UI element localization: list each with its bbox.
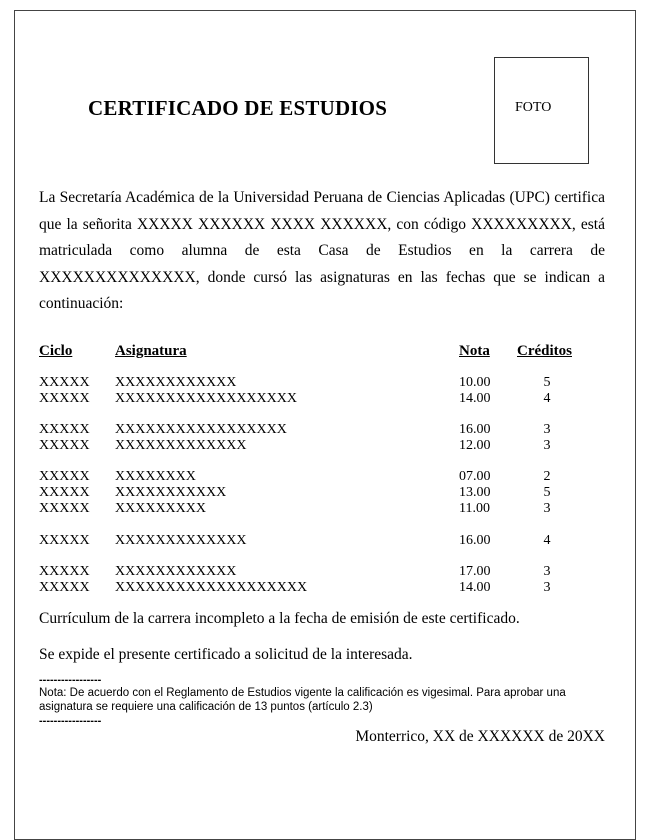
cell-creditos: 5 — [543, 485, 551, 500]
table-row — [0, 422, 651, 438]
cell-asignatura: XXXXXXXXXXXX — [115, 564, 237, 579]
place-date: Monterrico, XX de XXXXXX de 20XX — [355, 728, 605, 745]
table-row — [0, 438, 651, 454]
page-title: CERTIFICADO DE ESTUDIOS — [88, 96, 388, 120]
cell-nota: 13.00 — [459, 485, 491, 500]
header-asignatura: Asignatura — [115, 343, 187, 359]
separator-top: ----------------- — [39, 674, 102, 686]
table-row — [0, 533, 651, 549]
cell-asignatura: XXXXXXXX — [115, 469, 196, 484]
cell-nota: 12.00 — [459, 438, 491, 453]
table-row — [0, 501, 651, 517]
cell-nota: 16.00 — [459, 422, 491, 437]
table-row — [0, 564, 651, 580]
cell-nota: 10.00 — [459, 375, 491, 390]
cell-nota: 17.00 — [459, 564, 491, 579]
cell-creditos: 4 — [543, 533, 551, 548]
cell-ciclo: XXXXX — [39, 469, 90, 484]
cell-creditos: 3 — [543, 438, 551, 453]
cell-asignatura: XXXXXXXXXXXXX — [115, 438, 247, 453]
cell-ciclo: XXXXX — [39, 391, 90, 406]
cell-asignatura: XXXXXXXXXXXXXXXXXX — [115, 391, 297, 406]
table-row — [0, 391, 651, 407]
cell-nota: 11.00 — [459, 501, 490, 516]
cell-asignatura: XXXXXXXXXXXX — [115, 375, 237, 390]
curriculum-note: Currículum de la carrera incompleto a la fecha de emisión de este certificado. — [39, 610, 520, 627]
cell-creditos: 3 — [543, 564, 551, 579]
separator-bottom: ----------------- — [39, 715, 102, 727]
table-row — [0, 485, 651, 501]
photo-label: FOTO — [515, 100, 552, 115]
cell-ciclo: XXXXX — [39, 485, 90, 500]
intro-paragraph: La Secretaría Académica de la Universidad Peruana de Ciencias Aplicadas (UPC) certifica que la señorita XXXXX XXXXXX XXXX XXXXXX, con código XXXXXXXXX, está matriculada como alumna de esta Casa de Estudios en la carrera de XXXXXXXXXXXXXX, donde cursó las asignaturas en las fechas que se indican a continuación: — [39, 189, 605, 312]
cell-ciclo: XXXXX — [39, 564, 90, 579]
cell-ciclo: XXXXX — [39, 580, 90, 595]
header-nota: Nota — [459, 343, 490, 359]
table-row — [0, 469, 651, 485]
cell-asignatura: XXXXXXXXX — [115, 501, 206, 516]
cell-creditos: 3 — [543, 422, 551, 437]
cell-creditos: 4 — [543, 391, 551, 406]
table-row — [0, 375, 651, 391]
cell-creditos: 3 — [543, 501, 551, 516]
cell-asignatura: XXXXXXXXXXXXXXXXXXX — [115, 580, 308, 595]
cell-creditos: 5 — [543, 375, 551, 390]
table-row — [0, 580, 651, 596]
cell-ciclo: XXXXX — [39, 438, 90, 453]
cell-nota: 14.00 — [459, 580, 491, 595]
header-creditos: Créditos — [517, 343, 572, 359]
issue-note: Se expide el presente certificado a solicitud de la interesada. — [39, 646, 413, 663]
cell-ciclo: XXXXX — [39, 533, 90, 548]
cell-asignatura: XXXXXXXXXXXXXXXXX — [115, 422, 287, 437]
cell-nota: 16.00 — [459, 533, 491, 548]
cell-ciclo: XXXXX — [39, 501, 90, 516]
photo-placeholder — [494, 57, 589, 164]
header-ciclo: Ciclo — [39, 343, 73, 359]
cell-ciclo: XXXXX — [39, 375, 90, 390]
cell-asignatura: XXXXXXXXXXXXX — [115, 533, 247, 548]
cell-creditos: 2 — [543, 469, 551, 484]
cell-ciclo: XXXXX — [39, 422, 90, 437]
cell-nota: 14.00 — [459, 391, 491, 406]
cell-creditos: 3 — [543, 580, 551, 595]
cell-nota: 07.00 — [459, 469, 491, 484]
cell-asignatura: XXXXXXXXXXX — [115, 485, 227, 500]
footnote: Nota: De acuerdo con el Reglamento de Estudios vigente la calificación es vigesimal. Para aprobar una asignatura se requiere una calificación de 13 puntos (artículo 2.3) — [39, 687, 566, 713]
